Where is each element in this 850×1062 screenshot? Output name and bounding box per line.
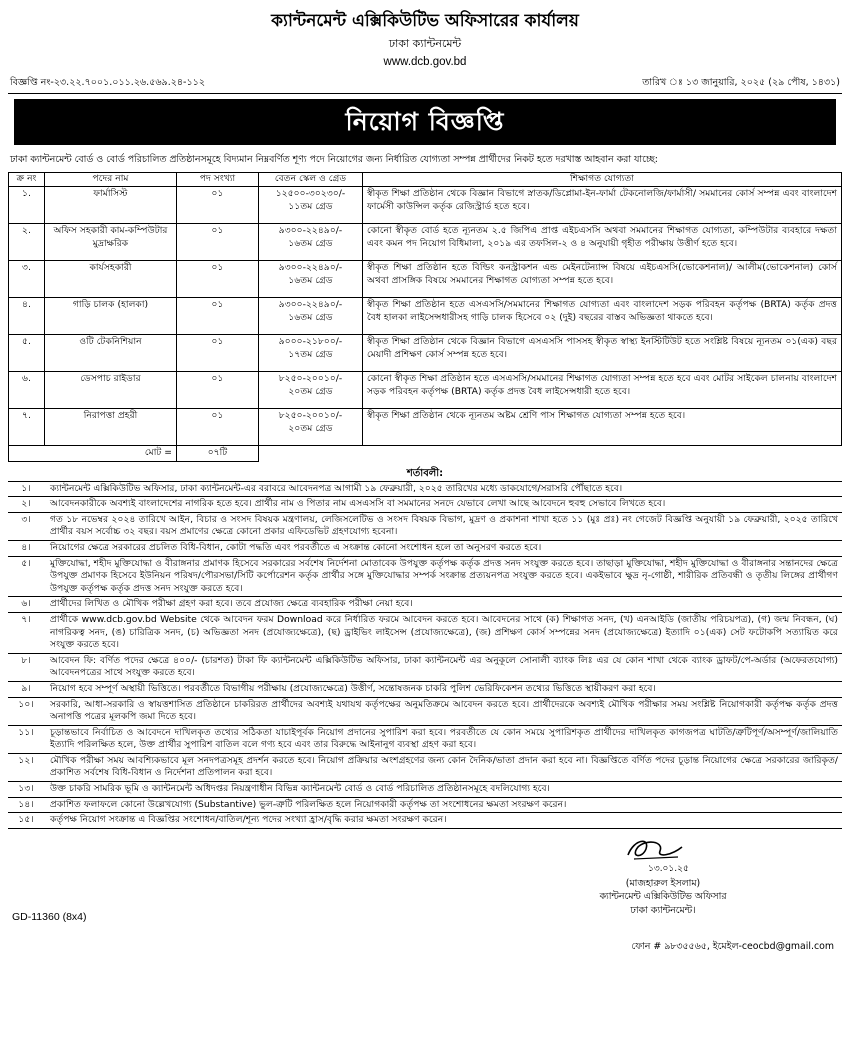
- term-number: ৯।: [21, 682, 31, 694]
- total-row: [9, 446, 842, 462]
- post-cell: গাড়ি চালক (হালকা): [45, 298, 177, 335]
- scale-cell: [259, 187, 363, 224]
- serial-cell: ১.: [9, 187, 45, 224]
- pay-scale: ৮২৫০-২০০১০/-: [278, 410, 343, 421]
- total-value: ০৭টি: [177, 446, 259, 462]
- qualification-cell: স্বীকৃত শিক্ষা প্রতিষ্ঠান হতে বিল্ডিং কনস্ট্রাকশন এন্ড মেইনটেন্যান্স বিষয়ে এইচএসসি(ভোকেশনাল)/ আলীম(ভোকেশনাল) কোর্স অথবা প্রাসঙ্গিক বিষয়ে সমমানের শিক্ষাগত যোগ্যতা সম্পন্ন হতে হবে।: [363, 261, 842, 298]
- table-row: [9, 298, 842, 335]
- terms-list: [8, 481, 842, 829]
- post-cell: অফিস সহকারী কাম-কম্পিউটার মুদ্রাক্ষরিক: [45, 224, 177, 261]
- term-number: ১৫।: [18, 814, 34, 826]
- notice-title: নিয়োগ বিজ্ঞপ্তি: [14, 99, 836, 145]
- scale-cell: [259, 298, 363, 335]
- table-row: [9, 372, 842, 409]
- post-cell: ওটি টেকনিশিয়ান: [45, 335, 177, 372]
- post-cell: ডেসপাচ রাইডার: [45, 372, 177, 409]
- list-item: [8, 557, 842, 598]
- term-number: ৭।: [21, 613, 31, 625]
- table-header-row: [9, 173, 842, 187]
- term-number: ১২।: [18, 754, 34, 766]
- terms-heading: শর্তাবলী:: [406, 467, 444, 479]
- list-item: [8, 726, 842, 754]
- vacancy-table: [8, 172, 842, 462]
- serial-cell: ২.: [9, 224, 45, 261]
- serial-cell: ৪.: [9, 298, 45, 335]
- post-cell: নিরাপত্তা প্রহরী: [45, 409, 177, 446]
- pay-grade: ২০তম গ্রেড: [288, 385, 333, 397]
- count-cell: ০১: [177, 224, 259, 261]
- term-number: ৬।: [21, 598, 31, 610]
- term-text: নিয়োগ হবে সম্পূর্ণ অস্থায়ী ভিত্তিতে। পরবর্তীতে বিভাগীয় পরীক্ষায় (প্রযোজ্যক্ষেত্রে) উত্তীর্ণ, সন্তোষজনক চাকরি পুলিশ ভেরিফিকেশন তথ্যের ভিত্তিতে স্থায়ীকরণ করা হবে।: [50, 682, 656, 694]
- pay-scale: ৯০০০-২১৮০০/-: [278, 336, 343, 347]
- term-number: ৪।: [21, 541, 31, 553]
- pay-grade: ১৭তম গ্রেড: [288, 348, 333, 360]
- term-text: প্রার্থীদের লিখিত ও মৌখিক পরীক্ষা গ্রহণ করা হবে। তবে প্রযোজ্য ক্ষেত্রে ব্যবহারিক পরীক্ষা নেয়া হবে।: [50, 598, 413, 610]
- col-header-scale: বেতন স্কেল ও গ্রেড: [259, 173, 363, 187]
- term-number: ২।: [21, 498, 31, 510]
- list-item: [8, 513, 842, 541]
- qualification-cell: স্বীকৃত শিক্ষা প্রতিষ্ঠান থেকে ন্যূনতম অষ্টম শ্রেণি পাস শিক্ষাগত যোগ্যতা সম্পন্ন হতে হবে।: [363, 409, 842, 446]
- pay-scale: ৯৩০০-২২৪৯০/-: [278, 299, 343, 310]
- post-cell: ফার্মাসিস্ট: [45, 187, 177, 224]
- count-cell: ০১: [177, 261, 259, 298]
- term-number: ১০।: [18, 698, 34, 710]
- signature-block: [568, 877, 758, 918]
- post-cell: কার্যসহকারী: [45, 261, 177, 298]
- term-text: আবেদন ফি: বর্ণিত পদের ক্ষেত্রে ৪০০/- (চারশত) টাকা ফি ক্যান্টনমেন্ট এক্সিকিউটিভ অফিসার, ঢাকা ক্যান্টনমেন্ট এর অনুকূলে সোনালী ব্যাংক লিঃ এর যে কোন শাখা থেকে ব্যাংক ড্রাফট/পে-অর্ডার (অফেরতযোগ্য) আবেদনপত্রের সাথে সংযুক্ত করতে হবে।: [50, 654, 838, 679]
- pay-scale: ১২৫০০-৩০২৩০/-: [275, 188, 346, 199]
- term-text: প্রার্থীকে www.dcb.gov.bd Website থেকে আবেদন ফরম Download করে নির্ধারিত ফরমে আবেদন করতে হবে। আবেদনের সাথে (ক) শিক্ষাগত সনদ, (খ) এনআইডি (জাতীয় পরিচয়পত্র), (গ) জন্ম নিবন্ধন, (ঘ) নাগরিকত্ব সনদ, (ঙ) চারিত্রিক সনদ, (চ) অভিজ্ঞতা সনদ (প্রযোজ্যক্ষেত্রে), (ছ) ড্রাইভিং লাইসেন্স (প্রযোজ্যক্ষেত্রে), (জ) প্রশিক্ষণ কোর্স সম্পন্নের সনদ (প্রযোজ্যক্ষেত্রে) ইত্যাদি ০১(এক) সেট ফটোকপি সত্যায়িত করে সংযুক্ত করতে হবে।: [50, 613, 838, 651]
- table-row: [9, 187, 842, 224]
- term-number: ৩।: [21, 513, 31, 525]
- term-text: চূড়ান্তভাবে নির্বাচিত ও আবেদনে দাখিলকৃত তথ্যের সঠিকতা যাচাইপূর্বক নিয়োগ প্রদানের সুপারিশ করা হবে। পরবর্তীতে যে কোন সময়ে সুপারিশকৃত প্রার্থীদের দাখিলকৃত কাগজপত্র ঘাটতি/ত্রুটিপূর্ণ/অসম্পূর্ণ/জালিয়াতি ইত্যাদি পরিলক্ষিত হলে, উক্ত প্রার্থীর সুপারিশ বাতিল বলে গণ্য হবে এবং তার বিরুদ্ধে আইনানুগ ব্যবস্থা গ্রহণ করা হবে।: [50, 726, 838, 751]
- gd-code: GD-11360 (8x4): [12, 910, 87, 923]
- intro-text: ঢাকা ক্যান্টনমেন্ট বোর্ড ও বোর্ড পরিচালিত প্রতিষ্ঠানসমূহে বিদ্যমান নিম্নবর্ণিত শূণ্য পদে নিয়োগের জন্য নির্ধারিত যোগ্যতা সম্পন্ন প্রার্থীদের নিকট হতে দরখাস্ত আহবান করা যাচ্ছে:: [10, 154, 658, 165]
- pay-grade: ১৬তম গ্রেড: [288, 311, 333, 323]
- list-item: [8, 497, 842, 513]
- qualification-cell: স্বীকৃত শিক্ষা প্রতিষ্ঠান থেকে বিজ্ঞান বিভাগে এসএসসি পাসসহ স্বীকৃত স্বাস্থ্য ইনস্টিটিউট হতে সংশ্লিষ্ট বিষয়ে ন্যূনতম ০১(এক) বছর মেয়াদী প্রশিক্ষণ কোর্স সম্পন্ন হতে হবে।: [363, 335, 842, 372]
- term-text: কর্তৃপক্ষ নিয়োগ সংক্রান্ত এ বিজ্ঞপ্তির সংশোধন/বাতিল/শূন্য পদের সংখ্যা হ্রাস/বৃদ্ধি করার ক্ষমতা সংরক্ষণ করেন।: [50, 814, 447, 826]
- qualification-cell: কোনো স্বীকৃত বোর্ড হতে ন্যূনতম ২.৫ জিপিএ প্রাপ্ত এইচএসসি অথবা সমমানের শিক্ষাগত যোগ্যতা, কম্পিউটার ব্যবহারে দক্ষতা এবং কমন পদ নিয়োগ বিধিমালা, ২০১৯ এর তফসিল-২ ও ৪ অনুযায়ী গৃহীত পরীক্ষায় উত্তীর্ণ হতে হবে।: [363, 224, 842, 261]
- count-cell: ০১: [177, 372, 259, 409]
- signatory-designation: ক্যান্টনমেন্ট এক্সিকিউটিভ অফিসার: [599, 891, 727, 903]
- table-row: [9, 335, 842, 372]
- term-text: আবেদনকারীকে অবশ্যই বাংলাদেশের নাগরিক হতে হবে। প্রার্থীর নাম ও পিতার নাম এসএসসি বা সমমানের সনদে যেভাবে লেখা আছে আবেদনে হুবহু সেভাবে লিখতে হবে।: [50, 498, 666, 510]
- term-text: সরকারি, আধা-সরকারি ও স্বায়ত্তশাসিত প্রতিষ্ঠানে চাকরিরত প্রার্থীদের অবশ্যই যথাযথ কর্তৃপক্ষের অনুমতিক্রমে আবেদন করতে হবে। প্রার্থীদেরকে অবশ্যই মৌখিক পরীক্ষার সময় সংশ্লিষ্ট নিয়োগকারী কর্তৃপক্ষ কর্তৃক প্রদত্ত অনাপত্তি পত্রের মূলকপি জমা দিতে হবে।: [50, 698, 838, 723]
- term-text: ক্যান্টনমেন্ট এক্সিকিউটিভ অফিসার, ঢাকা ক্যান্টনমেন্ট-এর বরাবরে আবেদনপত্র আগামী ১৯ ফেব্রুয়ারী, ২০২৫ তারিখের মধ্যে ডাকযোগে/সরাসরি পৌঁছাতে হবে।: [50, 482, 623, 494]
- qualification-cell: কোনো স্বীকৃত শিক্ষা প্রতিষ্ঠান হতে এসএসসি/সমমানের শিক্ষাগত যোগ্যতা সম্পন্ন হতে হবে এবং মোটর সাইকেল চালনায় বাংলাদেশ সড়ক পরিবহন কর্তৃপক্ষ (BRTA) কর্তৃক প্রদত্ত বৈধ লাইসেন্সধারী হতে হবে।: [363, 372, 842, 409]
- col-header-serial: ক্র নং: [9, 173, 45, 187]
- term-number: ৮।: [21, 654, 31, 666]
- list-item: [8, 682, 842, 698]
- signatory-location: ঢাকা ক্যান্টনমেন্ট।: [630, 904, 696, 916]
- header-divider: [8, 93, 842, 94]
- count-cell: ০১: [177, 298, 259, 335]
- pay-scale: ৯৩০০-২২৪৯০/-: [278, 262, 343, 273]
- serial-cell: ৬.: [9, 372, 45, 409]
- pay-scale: ৮২৫০-২০০১০/-: [278, 373, 343, 384]
- term-text: মুক্তিযোদ্ধা, শহীদ মুক্তিযোদ্ধা ও বীরাঙ্গনার প্রমাণক হিসেবে সরকারের সর্বশেষ নির্দেশনা মোতাবেক উপযুক্ত কর্তৃপক্ষ কর্তৃক প্রদত্ত সনদ সংযুক্ত করতে হবে। তাছাড়া মুক্তিযোদ্ধা, শহীদ মুক্তিযোদ্ধা ও বীরাঙ্গনার সন্তানদের ক্ষেত্রে উপযুক্ত প্রমাণক হিসেবে ইউনিয়ন পরিষদ/পৌরসভা/সিটি কর্পোরেশন কর্তৃক প্রার্থীর সঙ্গে মুক্তিযোদ্ধার সম্পর্ক সংক্রান্ত প্রত্যয়নপত্র সংযুক্ত করতে হবে। একইভাবে ক্ষুদ্র নৃ-গোষ্ঠী, শারীরিক প্রতিবন্ধী ও তৃতীয় লিঙ্গের প্রার্থীগণ উপযুক্ত কর্তৃপক্ষ কর্তৃক প্রদত্ত সনদ সংযুক্ত করতে হবে।: [50, 557, 838, 594]
- col-header-post: পদের নাম: [45, 173, 177, 187]
- scale-cell: [259, 261, 363, 298]
- list-item: [8, 482, 842, 498]
- list-item: [8, 654, 842, 682]
- term-text: প্রকাশিত ফলাফলে কোনো উল্লেখযোগ্য (Substantive) ভুল-ত্রুটি পরিলক্ষিত হলে নিয়োগকারী কর্তৃপক্ষ তা সংশোধনের ক্ষমতা সংরক্ষণ করেন।: [50, 798, 567, 810]
- col-header-count: পদ সংখ্যা: [177, 173, 259, 187]
- table-row: [9, 224, 842, 261]
- term-text: গত ১৮ নভেম্বর ২০২৪ তারিখে আইন, বিচার ও সংসদ বিষয়ক মন্ত্রণালয়, লেজিসলেটিভ ও সংসদ বিষয়ক বিভাগ, মুদ্রণ ও প্রকাশনা শাখা হতে ১১ (মুঃ প্রঃ) নং গেজেট বিজ্ঞপ্তি অনুযায়ী ১৯ ফেব্রুয়ারী, ২০২৫ তারিখে প্রার্থীর বয়স সর্বোচ্চ ৩২ বছর। বয়স প্রমাণের ক্ষেত্রে কোনো প্রকার এফিডেভিট গ্রহণযোগ্য হবেনা।: [50, 513, 838, 538]
- scale-cell: [259, 372, 363, 409]
- table-row: [9, 409, 842, 446]
- total-label: মোট =: [9, 446, 177, 462]
- term-number: ১।: [21, 482, 31, 494]
- term-number: ১১।: [18, 726, 34, 738]
- list-item: [8, 698, 842, 726]
- term-text: মৌখিক পরীক্ষা সময় আবশ্যিকভাবে মূল সনদপত্রসমূহ প্রদর্শন করতে হবে। নিয়োগ প্রক্রিয়ার অংশগ্রহণের জন্য কোন দৈনিক/ভাতা প্রদান করা হবে না। বিজ্ঞপ্তিতে বর্ণিত পদের চূড়ান্ত নিয়োগের ক্ষেত্রে সরকারের জারিকৃত/প্রকাশিত সর্বশেষ বিধি-বিধান ও নির্দেশনা প্রতিপালন করা হবে।: [50, 754, 838, 779]
- scale-cell: [259, 409, 363, 446]
- office-location: ঢাকা ক্যান্টনমেন্ট: [388, 37, 462, 50]
- scale-cell: [259, 335, 363, 372]
- serial-cell: ৭.: [9, 409, 45, 446]
- table-row: [9, 261, 842, 298]
- signatory-name: (মাজহারুল ইসলাম): [625, 877, 701, 889]
- pay-grade: ১১তম গ্রেড: [288, 200, 333, 212]
- pay-scale: ৯৩০০-২২৪৯০/-: [278, 225, 343, 236]
- footer: [8, 831, 842, 951]
- signature-date: ১৩.০১.২৫: [648, 863, 689, 874]
- term-text: উক্ত চাকরি সামরিক ভূমি ও ক্যান্টনমেন্ট অধিদপ্তর নিয়ন্ত্রণাধীন বিভিন্ন ক্যান্টনমেন্ট বোর্ড ও বোর্ড পরিচালিত প্রতিষ্ঠানসমূহে বদলিযোগ্য হবে।: [50, 783, 550, 795]
- qualification-cell: স্বীকৃত শিক্ষা প্রতিষ্ঠান হতে এসএসসি/সমমানের শিক্ষাগত যোগ্যতা এবং বাংলাদেশ সড়ক পরিবহন কর্তৃপক্ষ (BRTA) কর্তৃক প্রদত্ত বৈধ হালকা লাইসেন্সধারীসহ গাড়ি চালক হিসেবে ০২ (দুই) বছরের বাস্তব অভিজ্ঞতা থাকতে হবে।: [363, 298, 842, 335]
- issue-date: তারিখ ঃ ১৩ জানুয়ারি, ২০২৫ (২৯ পৌষ, ১৪৩১): [642, 77, 840, 88]
- memo-number: বিজ্ঞপ্তি নং-২৩.২২.৭০০১.০১১.২৬.৫৬৯.২৪-১১২: [10, 77, 205, 88]
- reference-row: [8, 76, 842, 90]
- term-text: নিয়োগের ক্ষেত্রে সরকারের প্রচলিত বিধি-বিধান, কোটা পদ্ধতি এবং পরবর্তীতে এ সংক্রান্ত কোনো সংশোধন হলে তা অনুসরণ করতে হবে।: [50, 541, 542, 553]
- website: www.dcb.gov.bd: [383, 56, 467, 68]
- list-item: [8, 754, 842, 782]
- list-item: [8, 813, 842, 829]
- list-item: [8, 597, 842, 613]
- scale-cell: [259, 224, 363, 261]
- count-cell: ০১: [177, 409, 259, 446]
- contact-info: ফোন # ৯৮৩৫৫৬৫, ইমেইল-ceocbd@gmail.com: [631, 940, 834, 952]
- serial-cell: ৩.: [9, 261, 45, 298]
- letterhead: [8, 10, 842, 70]
- pay-grade: ২০তম গ্রেড: [288, 422, 333, 434]
- term-number: ১৪।: [18, 798, 34, 810]
- list-item: [8, 782, 842, 798]
- term-number: ১৩।: [18, 783, 34, 795]
- list-item: [8, 541, 842, 557]
- term-number: ৫।: [21, 557, 31, 569]
- pay-grade: ১৬তম গ্রেড: [288, 237, 333, 249]
- recruitment-notice: [8, 6, 842, 1056]
- qualification-cell: স্বীকৃত শিক্ষা প্রতিষ্ঠান থেকে বিজ্ঞান বিভাগে স্নাতক/ডিপ্লোমা-ইন-ফার্মা টেকনোলজি/ফার্মাসী/ সমমানের কোর্স সম্পন্ন এবং বাংলাদেশ ফার্মেসী কাউন্সিল কর্তৃক রেজিস্ট্রার্ড হতে হবে।: [363, 187, 842, 224]
- office-name: ক্যান্টনমেন্ট এক্সিকিউটিভ অফিসারের কার্যালয়: [271, 11, 579, 31]
- col-header-qualification: শিক্ষাগত যোগ্যতা: [363, 173, 842, 187]
- serial-cell: ৫.: [9, 335, 45, 372]
- count-cell: ০১: [177, 335, 259, 372]
- list-item: [8, 798, 842, 814]
- pay-grade: ১৬তম গ্রেড: [288, 274, 333, 286]
- list-item: [8, 613, 842, 654]
- count-cell: ০১: [177, 187, 259, 224]
